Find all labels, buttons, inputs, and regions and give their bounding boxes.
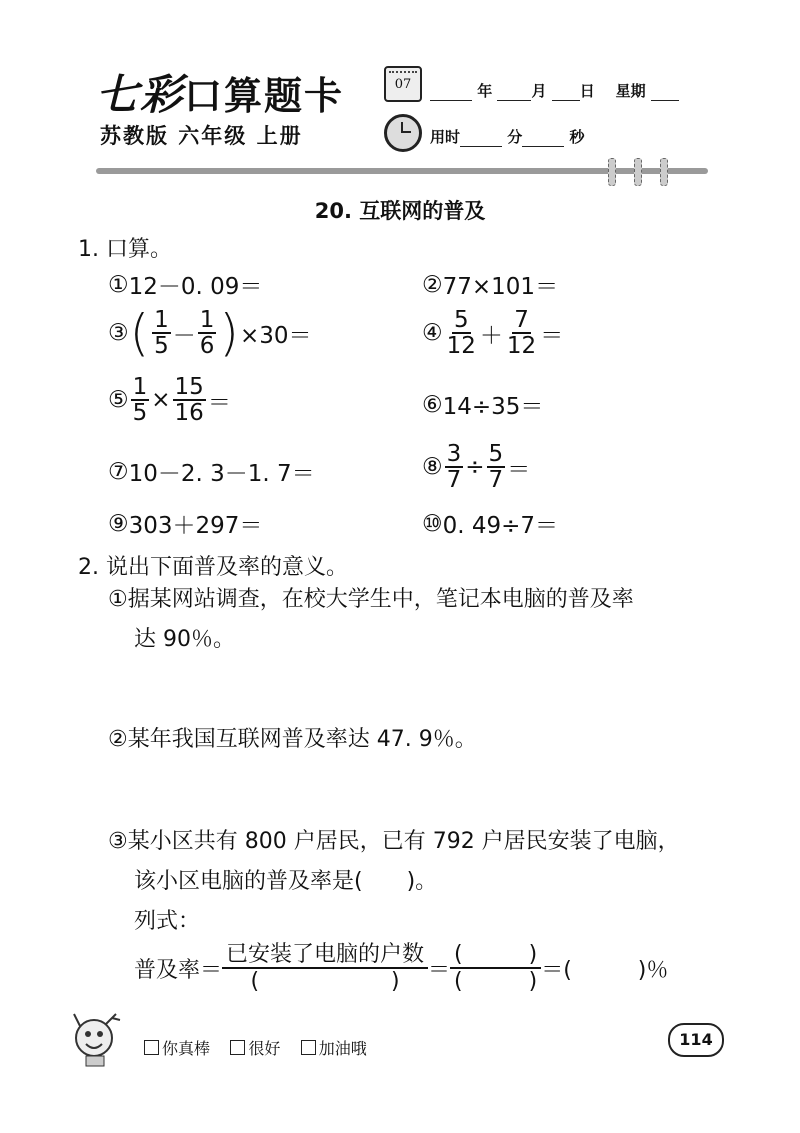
denominator: 5 (132, 400, 148, 427)
check-option[interactable] (230, 1039, 280, 1058)
numerator: 3 (446, 441, 462, 467)
header-divider (96, 168, 708, 174)
month-blank[interactable] (497, 84, 531, 101)
meaning-item-1 (108, 580, 634, 660)
binder-ring (660, 158, 668, 186)
question-1 (108, 268, 262, 301)
q5-number: ⑤ (108, 387, 129, 414)
section1-heading: 1. 口算。 (78, 237, 172, 262)
q4-tail: ＝ (540, 322, 564, 349)
q8-number: ⑧ (422, 454, 443, 481)
q4-operator: ＋ (479, 322, 503, 349)
weekday-blank[interactable] (651, 84, 679, 101)
page-number: 114 (668, 1023, 724, 1057)
numerator-blank[interactable]: ( ) (450, 942, 541, 969)
lesson-title: 20. 互联网的普及 (314, 199, 486, 223)
left-paren: ( (129, 304, 150, 363)
q3-fraction-1 (152, 308, 171, 358)
second-label: 秒 (569, 128, 585, 146)
check-option[interactable] (144, 1039, 210, 1058)
q7-number: ⑦ (108, 458, 129, 485)
check-option[interactable] (301, 1039, 367, 1058)
numerator: 15 (174, 374, 204, 400)
question-3 (108, 304, 312, 363)
q4-fraction-1 (445, 308, 478, 358)
formula-fraction-2 (450, 942, 541, 995)
numerator: 1 (199, 307, 215, 333)
q10-expression: 0. 49÷7＝ (442, 513, 559, 539)
denominator: 12 (506, 333, 537, 360)
denominator: 5 (154, 333, 169, 360)
checkbox-icon[interactable] (301, 1040, 316, 1055)
question-9 (108, 507, 262, 540)
denominator: 7 (488, 467, 504, 494)
question-10 (422, 507, 558, 540)
q9-expression: 303＋297＝ (128, 513, 263, 539)
section2-heading: 2. 说出下面普及率的意义。 (78, 555, 348, 580)
denominator: 12 (446, 333, 476, 360)
q3-tail: ×30＝ (239, 322, 312, 349)
q3-fraction-2 (198, 308, 217, 358)
numerator: 5 (488, 441, 504, 467)
q8-tail: ＝ (507, 456, 531, 483)
binder-ring (634, 158, 642, 186)
check-label: 很好 (248, 1039, 281, 1058)
q4-fraction-2 (505, 308, 538, 358)
item3-line1: ③某小区共有 800 户居民，已有 792 户居民安装了电脑， (108, 829, 680, 854)
numerator: 5 (453, 307, 469, 333)
meaning-item-2: ②某年我国互联网普及率达 47. 9％。 (108, 727, 477, 752)
check-label: 你真棒 (162, 1039, 211, 1058)
calendar-icon (384, 66, 422, 102)
q8-fraction-2 (487, 442, 506, 492)
brand-title (96, 62, 344, 122)
minute-blank[interactable] (460, 130, 502, 147)
checkbox-icon[interactable] (144, 1040, 159, 1055)
q5-tail: ＝ (207, 389, 231, 416)
date-line (430, 80, 679, 101)
weekday-label: 星期 (615, 82, 646, 100)
q9-number: ⑨ (108, 510, 129, 537)
q10-number: ⑩ (422, 510, 443, 537)
rate-formula (134, 942, 668, 995)
self-assessment (144, 1036, 367, 1059)
question-7 (108, 455, 315, 488)
second-blank[interactable] (522, 130, 564, 147)
q8-operator: ÷ (465, 454, 485, 481)
denominator: 7 (446, 467, 462, 494)
q3-number: ③ (108, 320, 129, 347)
formula-equals-1: ＝ (428, 957, 451, 983)
numerator: 1 (132, 374, 148, 400)
time-prefix: 用时 (430, 128, 461, 146)
q7-expression: 10－2. 3－1. 7＝ (128, 461, 315, 487)
q8-fraction-1 (445, 442, 464, 492)
question-5 (108, 375, 231, 425)
day-label: 日 (579, 82, 595, 100)
q1-expression: 12－0. 09＝ (128, 274, 263, 300)
logo: 七彩 (96, 70, 185, 119)
q2-expression: 77×101＝ (442, 274, 559, 300)
q1-number: ① (108, 271, 129, 298)
mascot-icon (66, 1008, 126, 1068)
question-4 (422, 308, 563, 358)
denominator-blank[interactable]: ( ) (250, 969, 400, 995)
denominator-blank[interactable]: ( ) (454, 969, 538, 995)
calendar-day: 07 (394, 77, 412, 92)
month-label: 月 (531, 82, 547, 100)
q6-number: ⑥ (422, 391, 443, 418)
day-blank[interactable] (552, 84, 580, 101)
question-2 (422, 268, 558, 301)
q5-fraction-1 (131, 375, 150, 425)
item3-line3: 列式： (134, 909, 201, 934)
item1-line1: ①据某网站调查，在校大学生中，笔记本电脑的普及率 (108, 587, 634, 612)
formula-result[interactable]: ＝( )％ (541, 957, 669, 983)
right-paren: ) (219, 304, 239, 363)
numerator: 7 (514, 307, 529, 333)
checkbox-icon[interactable] (230, 1040, 245, 1055)
q4-number: ④ (422, 320, 443, 347)
meaning-item-3 (108, 822, 680, 942)
item3-line2: 该小区电脑的普及率是( )。 (134, 869, 438, 894)
year-label: 年 (477, 82, 493, 100)
binder-ring (608, 158, 616, 186)
formula-lhs: 普及率＝ (134, 957, 223, 983)
edition-subtitle: 苏教版 六年级 上册 (100, 124, 303, 148)
denominator: 6 (199, 333, 215, 360)
question-6 (422, 388, 543, 421)
clock-icon (384, 114, 422, 152)
check-label: 加油哦 (318, 1039, 367, 1058)
formula-fraction-1 (222, 942, 428, 995)
brand-name: 口算题卡 (184, 74, 345, 118)
q5-fraction-2 (173, 375, 206, 425)
year-blank[interactable] (430, 84, 472, 101)
numerator: 已安装了电脑的户数 (222, 942, 428, 969)
q5-operator: × (151, 387, 171, 414)
q3-operator: － (172, 322, 196, 349)
minute-label: 分 (507, 128, 523, 146)
question-8 (422, 442, 530, 492)
item1-line2: 达 90％。 (134, 627, 235, 652)
q2-number: ② (422, 271, 443, 298)
numerator: 1 (154, 307, 169, 333)
q6-expression: 14÷35＝ (442, 394, 544, 420)
denominator: 16 (174, 400, 204, 427)
time-line (430, 126, 585, 147)
